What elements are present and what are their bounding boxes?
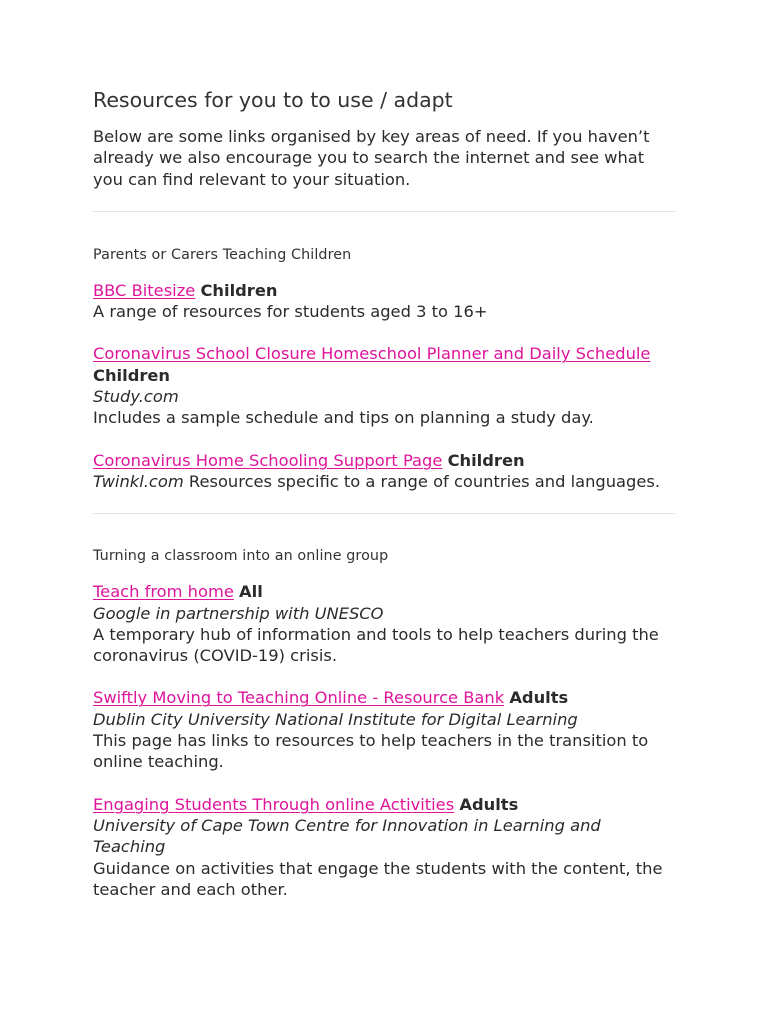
audience-label: Children: [200, 280, 278, 300]
link-homeschool-planner[interactable]: Coronavirus School Closure Homeschool Planner and Daily Schedule: [93, 344, 651, 364]
link-teach-from-home[interactable]: Teach from home: [93, 582, 234, 602]
audience-label: Children: [447, 450, 525, 470]
resource-description: Guidance on activities that engage the students with the content, the teacher and each other.: [93, 858, 663, 899]
resource-description: This page has links to resources to help teachers in the transition to online teaching.: [93, 731, 649, 772]
section-divider: [93, 211, 675, 212]
resource-description: Resources specific to a range of countries and languages.: [188, 471, 661, 491]
page-title: Resources for you to to use / adapt: [93, 88, 453, 112]
resource-swiftly-moving: [93, 687, 675, 772]
audience-label: Adults: [459, 794, 519, 814]
resource-source: Twinkl.com: [93, 471, 184, 491]
resource-homeschool-planner: [93, 343, 675, 428]
audience-label: All: [239, 582, 263, 602]
link-bbc-bitesize[interactable]: BBC Bitesize: [93, 280, 196, 300]
resource-source: Dublin City University National Institute for Digital Learning: [93, 709, 578, 729]
resource-description: A range of resources for students aged 3 to 16+: [93, 302, 488, 322]
resource-engaging-students: [93, 794, 675, 900]
link-home-schooling-support[interactable]: Coronavirus Home Schooling Support Page: [93, 450, 443, 470]
resource-description: Includes a sample schedule and tips on planning a study day.: [93, 408, 594, 428]
section-heading-parents: Parents or Carers Teaching Children: [93, 246, 352, 263]
intro-paragraph: Below are some links organised by key areas of need. If you haven’t already we also encourage you to search the internet and see what you can find relevant to your situation.: [93, 127, 650, 189]
resource-description: A temporary hub of information and tools to help teachers during the coronavirus (COVID-19) crisis.: [93, 624, 659, 666]
resource-teach-from-home: [93, 581, 675, 666]
link-swiftly-moving[interactable]: Swiftly Moving to Teaching Online - Resource Bank: [93, 688, 505, 708]
link-engaging-students[interactable]: Engaging Students Through online Activities: [93, 794, 455, 814]
resource-source: University of Cape Town Centre for Innovation in Learning and Teaching: [93, 815, 601, 857]
resource-home-schooling-support: [93, 450, 675, 493]
section-heading-online-group: Turning a classroom into an online group: [93, 548, 389, 565]
resource-bbc-bitesize: [93, 280, 675, 323]
section-divider: [93, 513, 675, 514]
resource-source: Google in partnership with UNESCO: [93, 603, 384, 623]
audience-label: Children: [93, 365, 171, 385]
audience-label: Adults: [509, 688, 569, 708]
resource-source: Study.com: [93, 387, 179, 407]
